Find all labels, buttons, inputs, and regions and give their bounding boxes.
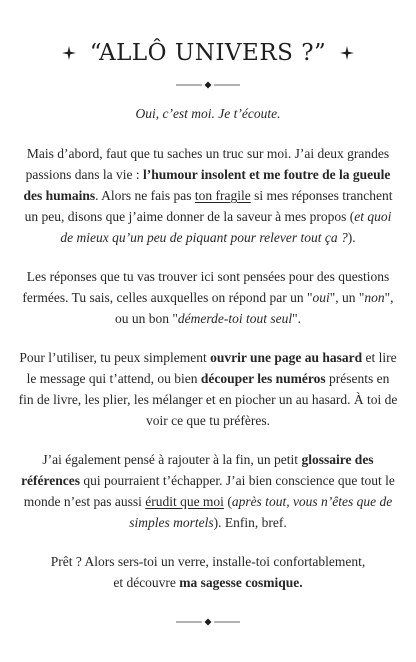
paragraph-1-line <box>0 167 416 183</box>
text: si mes réponses tranchent <box>250 188 393 203</box>
paragraph-4-line <box>0 452 416 468</box>
emphasis: découper les numéros <box>200 371 326 386</box>
italic-text: non <box>364 290 385 305</box>
text: et lire <box>362 350 397 365</box>
text: Prêt ? Alors sers-toi un verre, installe-toi confortablement, <box>50 554 366 569</box>
paragraph-2-line <box>0 290 416 306</box>
text: ). Enfin, bref. <box>213 515 287 530</box>
paragraph-2-line <box>0 269 416 285</box>
paragraph-1-line <box>0 209 416 225</box>
italic-text: après tout, vous n’êtes que de <box>231 494 393 509</box>
top-divider <box>0 80 416 90</box>
text: qui pourraient t’échapper. J’ai bien conscience que tout le <box>80 473 395 488</box>
emphasis: des humains <box>23 188 96 203</box>
four-point-star-icon <box>340 46 354 60</box>
italic-text: démerde-toi tout seul <box>177 311 293 326</box>
underlined-text: ton fragile <box>194 188 251 203</box>
italic-text: simples mortels <box>129 515 214 530</box>
italic-text: de mieux qu’un peu de piquant pour relever tout ça ? <box>60 230 348 245</box>
text: Mais d’abord, faut que tu saches un truc sur moi. J’ai deux grandes <box>26 146 390 161</box>
paragraph-4-line <box>0 473 416 489</box>
paragraph-2-line <box>0 311 416 327</box>
text: J’ai également pensé à rajouter à la fin, un petit <box>42 452 302 467</box>
text: monde n’est pas aussi <box>23 494 146 509</box>
text: fermées. Tu sais, celles auxquelles on répond par un " <box>22 290 313 305</box>
text: ", <box>384 290 394 305</box>
text: Les réponses que tu vas trouver ici sont pensées pour des questions <box>26 269 390 284</box>
diamond-ornament-icon <box>176 617 240 627</box>
emphasis: références <box>21 473 81 488</box>
text: ". <box>292 311 301 326</box>
italic-text: et quoi <box>354 209 392 224</box>
paragraph-3-line <box>0 392 416 408</box>
four-point-star-icon <box>62 46 76 60</box>
text: voir ce que tu préfères. <box>145 413 271 428</box>
underlined-text: érudit que moi <box>145 494 224 509</box>
paragraph-1-line <box>0 188 416 204</box>
paragraph-3-line <box>0 350 416 366</box>
paragraph-5-line <box>0 554 416 570</box>
paragraph-5-line <box>0 575 416 591</box>
text: un peu, disons que j’aime donner de la saveur à mes propos ( <box>24 209 355 224</box>
bottom-divider <box>0 617 416 627</box>
title-row <box>0 36 416 70</box>
paragraph-4-line <box>0 494 416 510</box>
text: Pour l’utiliser, tu peux simplement <box>19 350 211 365</box>
italic-text: oui <box>312 290 330 305</box>
text: ). <box>347 230 356 245</box>
paragraph-1-line <box>0 230 416 246</box>
text: fin de livre, les plier, les mélanger et en piocher un au hasard. À toi de <box>18 392 398 407</box>
greeting: Oui, c’est moi. Je t’écoute. <box>135 106 281 121</box>
emphasis: ma sagesse cosmique. <box>179 575 303 590</box>
paragraph-3-line <box>0 413 416 429</box>
text: ou un bon " <box>114 311 178 326</box>
emphasis: ouvrir une page au hasard <box>210 350 363 365</box>
paragraph-1-line <box>0 146 416 162</box>
text: . Alors ne fais pas <box>95 188 195 203</box>
emphasis: glossaire des <box>301 452 374 467</box>
page-title: “ALLÔ UNIVERS ?” <box>89 40 327 66</box>
text: ( <box>223 494 232 509</box>
diamond-ornament-icon <box>176 80 240 90</box>
emphasis: l’humour insolent et me foutre de la gueule <box>143 167 391 182</box>
paragraph-3-line <box>0 371 416 387</box>
paragraph-4-line <box>0 515 416 531</box>
text: et découvre <box>113 575 180 590</box>
text: ", un " <box>329 290 365 305</box>
text: passions dans la vie : <box>25 167 143 182</box>
text: présents en <box>325 371 390 386</box>
text: le message qui t’attend, ou bien <box>26 371 201 386</box>
